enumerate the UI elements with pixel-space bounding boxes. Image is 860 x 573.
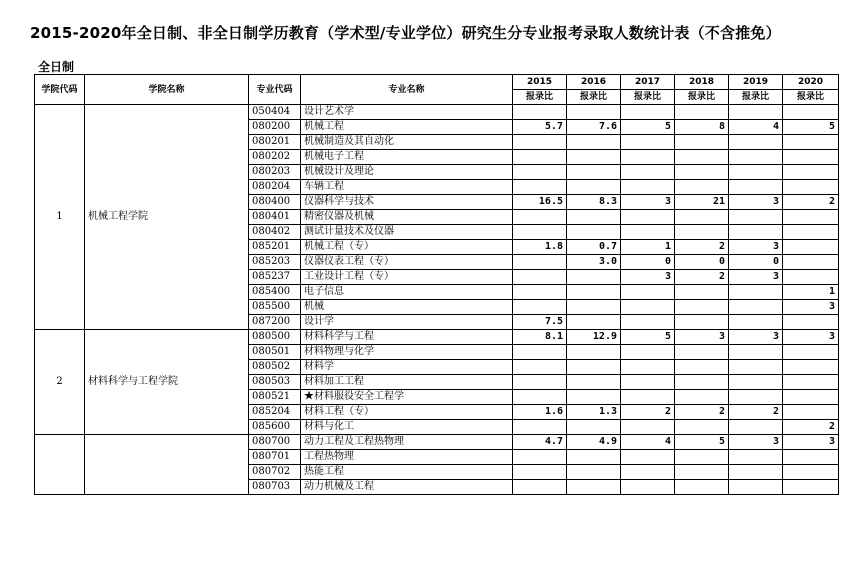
ratio-value bbox=[567, 360, 621, 375]
ratio-value bbox=[621, 300, 675, 315]
ratio-value bbox=[621, 420, 675, 435]
ratio-value bbox=[675, 420, 729, 435]
major-code: 080400 bbox=[249, 195, 301, 210]
ratio-value bbox=[675, 210, 729, 225]
header-year: 2020 bbox=[783, 75, 839, 90]
ratio-value bbox=[783, 135, 839, 150]
ratio-value: 4 bbox=[729, 120, 783, 135]
ratio-value bbox=[675, 480, 729, 495]
ratio-value bbox=[783, 150, 839, 165]
ratio-value bbox=[675, 180, 729, 195]
ratio-value: 3 bbox=[675, 330, 729, 345]
ratio-value: 4.7 bbox=[513, 435, 567, 450]
ratio-value bbox=[513, 390, 567, 405]
ratio-value bbox=[729, 480, 783, 495]
major-code: 080521 bbox=[249, 390, 301, 405]
ratio-value: 3.0 bbox=[567, 255, 621, 270]
ratio-value: 3 bbox=[729, 270, 783, 285]
header-row-years bbox=[35, 75, 839, 90]
ratio-value bbox=[513, 285, 567, 300]
college-name: 机械工程学院 bbox=[85, 105, 249, 330]
header-major-code: 专业代码 bbox=[249, 75, 301, 105]
ratio-value bbox=[567, 345, 621, 360]
ratio-value bbox=[513, 165, 567, 180]
ratio-value: 3 bbox=[729, 330, 783, 345]
ratio-value bbox=[513, 345, 567, 360]
ratio-value bbox=[675, 315, 729, 330]
major-name: 精密仪器及机械 bbox=[301, 210, 513, 225]
ratio-value bbox=[567, 375, 621, 390]
ratio-value bbox=[783, 240, 839, 255]
ratio-value: 2 bbox=[621, 405, 675, 420]
major-name: 机械电子工程 bbox=[301, 150, 513, 165]
ratio-value bbox=[783, 270, 839, 285]
table-row bbox=[35, 435, 839, 450]
major-code: 080402 bbox=[249, 225, 301, 240]
major-code: 080701 bbox=[249, 450, 301, 465]
major-code: 085237 bbox=[249, 270, 301, 285]
ratio-value: 4 bbox=[621, 435, 675, 450]
header-year: 2019 bbox=[729, 75, 783, 90]
ratio-value: 1.8 bbox=[513, 240, 567, 255]
ratio-value: 5 bbox=[783, 120, 839, 135]
ratio-value bbox=[729, 105, 783, 120]
ratio-value bbox=[567, 390, 621, 405]
ratio-value bbox=[783, 375, 839, 390]
ratio-value bbox=[783, 225, 839, 240]
ratio-value: 1.6 bbox=[513, 405, 567, 420]
ratio-value bbox=[513, 225, 567, 240]
table-row bbox=[35, 105, 839, 120]
major-name: 材料物理与化学 bbox=[301, 345, 513, 360]
header-year: 2015 bbox=[513, 75, 567, 90]
ratio-value bbox=[513, 270, 567, 285]
ratio-value bbox=[513, 210, 567, 225]
ratio-value: 4.9 bbox=[567, 435, 621, 450]
header-ratio: 报录比 bbox=[567, 90, 621, 105]
ratio-value: 2 bbox=[675, 270, 729, 285]
major-code: 085400 bbox=[249, 285, 301, 300]
ratio-value: 5 bbox=[675, 435, 729, 450]
major-name: 电子信息 bbox=[301, 285, 513, 300]
ratio-value bbox=[783, 345, 839, 360]
ratio-value bbox=[567, 135, 621, 150]
college-code: 1 bbox=[35, 105, 85, 330]
ratio-value bbox=[621, 465, 675, 480]
ratio-value bbox=[783, 255, 839, 270]
major-name: 测试计量技术及仪器 bbox=[301, 225, 513, 240]
major-name: 机械工程 bbox=[301, 120, 513, 135]
ratio-value: 2 bbox=[729, 405, 783, 420]
ratio-value: 8 bbox=[675, 120, 729, 135]
major-code: 080204 bbox=[249, 180, 301, 195]
ratio-value bbox=[621, 390, 675, 405]
major-name: 设计学 bbox=[301, 315, 513, 330]
major-name: 热能工程 bbox=[301, 465, 513, 480]
ratio-value bbox=[729, 465, 783, 480]
ratio-value: 3 bbox=[783, 435, 839, 450]
ratio-value: 12.9 bbox=[567, 330, 621, 345]
ratio-value bbox=[675, 465, 729, 480]
ratio-value bbox=[567, 315, 621, 330]
college-code bbox=[35, 435, 85, 495]
ratio-value bbox=[567, 300, 621, 315]
ratio-value: 1 bbox=[783, 285, 839, 300]
major-name: ★材料服役安全工程学 bbox=[301, 390, 513, 405]
header-ratio: 报录比 bbox=[621, 90, 675, 105]
ratio-value bbox=[513, 150, 567, 165]
major-name: 材料学 bbox=[301, 360, 513, 375]
major-code: 080503 bbox=[249, 375, 301, 390]
major-name: 材料工程（专） bbox=[301, 405, 513, 420]
ratio-value: 2 bbox=[783, 195, 839, 210]
major-code: 085500 bbox=[249, 300, 301, 315]
ratio-value bbox=[567, 150, 621, 165]
college-name bbox=[85, 435, 249, 495]
major-code: 080700 bbox=[249, 435, 301, 450]
ratio-value bbox=[729, 285, 783, 300]
header-college-name: 学院名称 bbox=[85, 75, 249, 105]
ratio-value bbox=[567, 180, 621, 195]
ratio-value bbox=[729, 420, 783, 435]
ratio-value bbox=[729, 315, 783, 330]
ratio-value: 0 bbox=[729, 255, 783, 270]
ratio-value bbox=[621, 345, 675, 360]
major-code: 085201 bbox=[249, 240, 301, 255]
ratio-value: 3 bbox=[729, 435, 783, 450]
table-row bbox=[35, 330, 839, 345]
ratio-value bbox=[567, 465, 621, 480]
ratio-value: 8.3 bbox=[567, 195, 621, 210]
header-major-name: 专业名称 bbox=[301, 75, 513, 105]
college-name: 材料科学与工程学院 bbox=[85, 330, 249, 435]
ratio-value bbox=[513, 135, 567, 150]
ratio-value: 2 bbox=[675, 240, 729, 255]
ratio-value bbox=[783, 450, 839, 465]
college-code: 2 bbox=[35, 330, 85, 435]
ratio-value bbox=[729, 135, 783, 150]
header-ratio: 报录比 bbox=[513, 90, 567, 105]
ratio-value bbox=[621, 105, 675, 120]
major-name: 仪器科学与技术 bbox=[301, 195, 513, 210]
ratio-value: 1.3 bbox=[567, 405, 621, 420]
major-name: 机械 bbox=[301, 300, 513, 315]
major-code: 080502 bbox=[249, 360, 301, 375]
ratio-value bbox=[783, 165, 839, 180]
ratio-value bbox=[567, 450, 621, 465]
page-title: 2015-2020年全日制、非全日制学历教育（学术型/专业学位）研究生分专业报考录取人数统计表（不含推免） bbox=[30, 24, 781, 42]
ratio-value bbox=[567, 165, 621, 180]
major-code: 080203 bbox=[249, 165, 301, 180]
ratio-value bbox=[621, 375, 675, 390]
major-code: 080401 bbox=[249, 210, 301, 225]
major-code: 080703 bbox=[249, 480, 301, 495]
ratio-value bbox=[567, 480, 621, 495]
ratio-value bbox=[729, 300, 783, 315]
ratio-value bbox=[675, 300, 729, 315]
major-code: 085600 bbox=[249, 420, 301, 435]
ratio-value bbox=[513, 375, 567, 390]
ratio-value bbox=[675, 390, 729, 405]
ratio-value bbox=[675, 225, 729, 240]
ratio-value bbox=[621, 450, 675, 465]
ratio-value bbox=[621, 165, 675, 180]
ratio-value bbox=[783, 465, 839, 480]
major-name: 工业设计工程（专） bbox=[301, 270, 513, 285]
major-name: 材料加工工程 bbox=[301, 375, 513, 390]
ratio-value bbox=[567, 420, 621, 435]
ratio-value bbox=[513, 480, 567, 495]
major-name: 设计艺术学 bbox=[301, 105, 513, 120]
header-ratio: 报录比 bbox=[675, 90, 729, 105]
ratio-value bbox=[729, 390, 783, 405]
ratio-value bbox=[729, 375, 783, 390]
ratio-value bbox=[621, 315, 675, 330]
major-name: 工程热物理 bbox=[301, 450, 513, 465]
ratio-value bbox=[729, 345, 783, 360]
major-name: 机械工程（专） bbox=[301, 240, 513, 255]
ratio-value bbox=[675, 135, 729, 150]
ratio-value bbox=[567, 285, 621, 300]
ratio-value bbox=[729, 150, 783, 165]
ratio-value bbox=[621, 180, 675, 195]
ratio-value: 0 bbox=[675, 255, 729, 270]
ratio-value: 5 bbox=[621, 330, 675, 345]
ratio-value bbox=[567, 225, 621, 240]
ratio-value bbox=[729, 225, 783, 240]
ratio-value bbox=[513, 105, 567, 120]
header-ratio: 报录比 bbox=[783, 90, 839, 105]
ratio-value bbox=[729, 165, 783, 180]
ratio-value: 7.5 bbox=[513, 315, 567, 330]
ratio-value: 1 bbox=[621, 240, 675, 255]
ratio-value: 3 bbox=[729, 195, 783, 210]
ratio-value bbox=[567, 270, 621, 285]
major-code: 085203 bbox=[249, 255, 301, 270]
ratio-value bbox=[621, 360, 675, 375]
major-code: 080702 bbox=[249, 465, 301, 480]
major-name: 材料与化工 bbox=[301, 420, 513, 435]
ratio-value: 2 bbox=[675, 405, 729, 420]
major-code: 085204 bbox=[249, 405, 301, 420]
ratio-value: 3 bbox=[729, 240, 783, 255]
ratio-value bbox=[729, 450, 783, 465]
ratio-value bbox=[513, 300, 567, 315]
header-college-code: 学院代码 bbox=[35, 75, 85, 105]
header-year: 2017 bbox=[621, 75, 675, 90]
ratio-value bbox=[621, 135, 675, 150]
ratio-value bbox=[621, 210, 675, 225]
major-code: 080200 bbox=[249, 120, 301, 135]
ratio-value bbox=[621, 225, 675, 240]
ratio-value bbox=[675, 345, 729, 360]
ratio-value: 5.7 bbox=[513, 120, 567, 135]
ratio-value bbox=[675, 150, 729, 165]
ratio-value bbox=[783, 210, 839, 225]
major-code: 087200 bbox=[249, 315, 301, 330]
major-code: 080501 bbox=[249, 345, 301, 360]
ratio-value: 0 bbox=[621, 255, 675, 270]
major-name: 仪器仪表工程（专） bbox=[301, 255, 513, 270]
ratio-value bbox=[621, 285, 675, 300]
ratio-value bbox=[675, 165, 729, 180]
ratio-value bbox=[783, 105, 839, 120]
section-label: 全日制 bbox=[38, 60, 75, 74]
major-code: 080500 bbox=[249, 330, 301, 345]
ratio-value bbox=[729, 210, 783, 225]
ratio-value bbox=[675, 375, 729, 390]
major-name: 材料科学与工程 bbox=[301, 330, 513, 345]
ratio-value bbox=[567, 105, 621, 120]
ratio-value: 0.7 bbox=[567, 240, 621, 255]
ratio-value bbox=[513, 465, 567, 480]
ratio-value bbox=[783, 405, 839, 420]
ratio-value: 3 bbox=[783, 330, 839, 345]
ratio-value: 5 bbox=[621, 120, 675, 135]
ratio-value: 21 bbox=[675, 195, 729, 210]
major-code: 080201 bbox=[249, 135, 301, 150]
ratio-value: 3 bbox=[783, 300, 839, 315]
ratio-value bbox=[783, 390, 839, 405]
ratio-value bbox=[783, 180, 839, 195]
major-name: 车辆工程 bbox=[301, 180, 513, 195]
major-name: 动力机械及工程 bbox=[301, 480, 513, 495]
ratio-value bbox=[729, 180, 783, 195]
header-year: 2018 bbox=[675, 75, 729, 90]
major-code: 080202 bbox=[249, 150, 301, 165]
ratio-value bbox=[513, 360, 567, 375]
ratio-value bbox=[675, 285, 729, 300]
major-name: 动力工程及工程热物理 bbox=[301, 435, 513, 450]
ratio-value bbox=[783, 480, 839, 495]
major-name: 机械制造及其自动化 bbox=[301, 135, 513, 150]
ratio-value bbox=[621, 150, 675, 165]
table-body bbox=[35, 105, 839, 495]
statistics-table bbox=[34, 74, 839, 495]
header-year: 2016 bbox=[567, 75, 621, 90]
ratio-value bbox=[675, 105, 729, 120]
ratio-value bbox=[675, 450, 729, 465]
ratio-value bbox=[783, 360, 839, 375]
major-name: 机械设计及理论 bbox=[301, 165, 513, 180]
ratio-value bbox=[621, 480, 675, 495]
ratio-value: 16.5 bbox=[513, 195, 567, 210]
ratio-value: 7.6 bbox=[567, 120, 621, 135]
ratio-value bbox=[513, 450, 567, 465]
ratio-value: 3 bbox=[621, 270, 675, 285]
ratio-value bbox=[513, 255, 567, 270]
ratio-value: 2 bbox=[783, 420, 839, 435]
ratio-value bbox=[567, 210, 621, 225]
header-ratio: 报录比 bbox=[729, 90, 783, 105]
ratio-value bbox=[783, 315, 839, 330]
ratio-value bbox=[513, 420, 567, 435]
ratio-value bbox=[513, 180, 567, 195]
ratio-value: 8.1 bbox=[513, 330, 567, 345]
major-code: 050404 bbox=[249, 105, 301, 120]
ratio-value bbox=[675, 360, 729, 375]
ratio-value: 3 bbox=[621, 195, 675, 210]
ratio-value bbox=[729, 360, 783, 375]
